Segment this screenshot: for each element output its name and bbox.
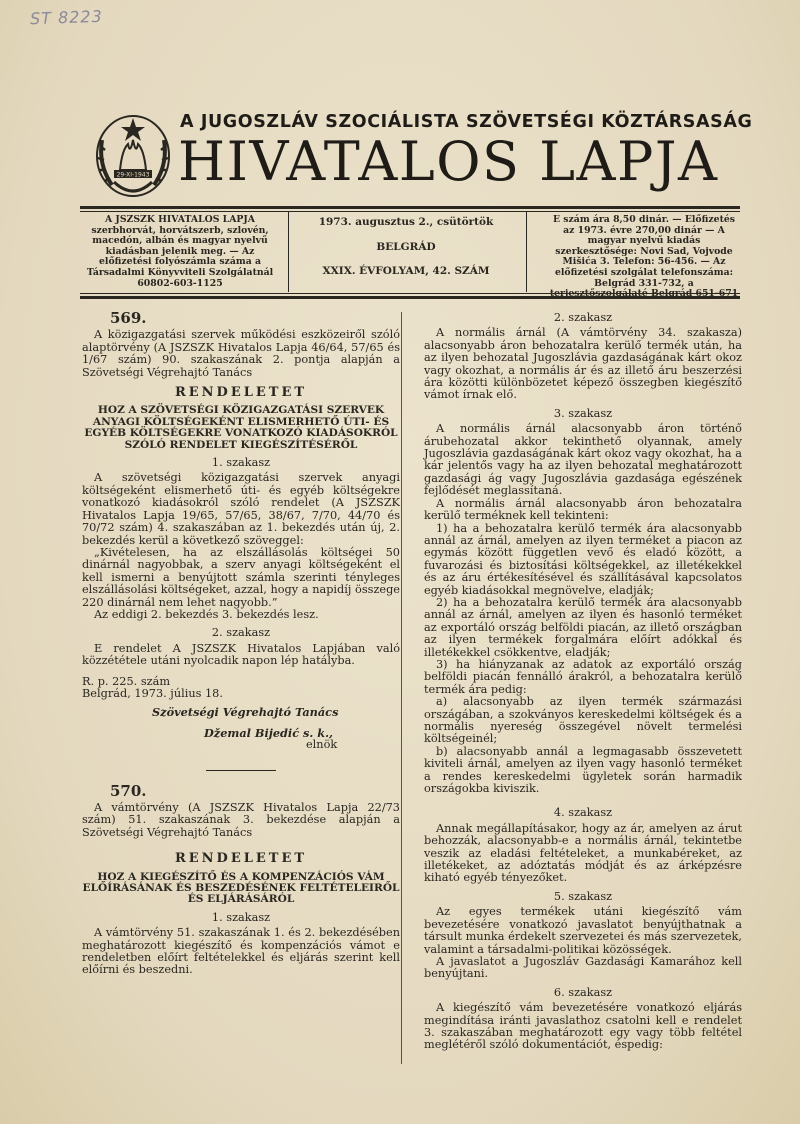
signing-council: Szövetségi Végrehajtó Tanács xyxy=(152,705,339,720)
paragraph: Annak megállapításakor, hogy az ár, amelyen az árut behozzák, alacsonyabb-e a normális árnál, tekintetbe veszik az eladási feltételeket, a munkabéreket, az illetékeket, az adóztatás módját és az árképzésre kiható egyéb tényezőket. xyxy=(424,821,742,885)
paragraph: „Kivételesen, ha az elszállásolás költségei 50 dinárnál nagyobbak, a szerv anyagi költségeként el kell ismerni a benyújtott számla szerinti tényleges elszállásolási költségeket, azzal, hogy a napidíj összege 220 dinárnál nem lehet nagyobb.” xyxy=(82,545,400,609)
section-heading: 1. szakasz xyxy=(211,910,271,924)
masthead-title: HIVATALOS LAPJA xyxy=(178,130,719,193)
paragraph: A normális árnál alacsonyabb áron történő árubehozatal akkor tekinthető olyannak, amely Jugoszlávia gazdaságának kárt okoz vagy okozhat, ha a kár jelentős vagy ha az ilyen behozatal meghatározott gazdasági ág vagy Jugoszlávia gazdasága egészének fejlődését meglassítaná. xyxy=(424,422,742,498)
right-column xyxy=(424,308,742,1052)
decree-570-intro: A vámtörvény (A JSZSZK Hivatalos Lapja 22/73 szám) 51. szakaszának 3. bekezdése alapján a Szövetségi Végrehajtó Tanács xyxy=(82,801,400,839)
signer-role: elnök xyxy=(306,738,338,752)
paragraph: A javaslatot a Jugoszláv Gazdasági Kamarához kell benyújtani. xyxy=(424,954,742,981)
left-column xyxy=(82,308,400,977)
list-item: b) alacsonyabb annál a legmagasabb összevetett kiviteli árnál, amelyen az ilyen vagy hasonló terméket a rendes kereskedelmi ügyletek során harmadik országokba kiviszik. xyxy=(424,744,742,796)
paragraph: E rendelet A JSZSZK Hivatalos Lapjában való közzététele utáni nyolcadik napon lép hatályba. xyxy=(82,641,400,668)
list-item: a) alacsonyabb az ilyen termék származási országában, a szokványos kereskedelmi költségek és a normális nyereség összegével növelt termelési költségeinél; xyxy=(424,695,742,746)
decree-569-title: HOZ A SZÖVETSÉGI KÖZIGAZGATÁSI SZERVEK ANYAGI KÖLTSÉGEKÉNT ELISMERHETŐ ÚTI- ÉS EGYÉB KÖLTSÉGEKRE VONATKOZÓ KIADÁSOKRÓL SZÓLÓ RENDELET KIEGÉSZÍTÉSÉRŐL xyxy=(84,404,398,451)
decree-569-heading: RENDELETET xyxy=(174,385,308,401)
separator-line xyxy=(206,770,276,771)
decree-number-569: 569. xyxy=(110,309,147,327)
issue-date: 1973. augusztus 2., csütörtök xyxy=(318,216,494,228)
section-heading: 5. szakasz xyxy=(553,889,613,903)
list-item: 1) ha a behozatalra kerülő termék ára alacsonyabb annál az árnál, amelyen az ilyen terméket a piacon az egymás között független vevő és eladó között, a fuvarozási és biztosítási költségekkel, az illetékekkel és az áru értékesítésével és szállításával kapcsolatos egyéb kiadásokkal megnövelve, eladják; xyxy=(424,521,742,597)
reference-number: R. p. 225. szám xyxy=(82,674,171,688)
paragraph: Az egyes termékek utáni kiegészítő vám bevezetésére vonatkozó javaslatot benyújthatnak a társult munka érdekelt szervezetei és más szervezetek, valamint a társadalmi-politikai közösségek. xyxy=(424,905,742,956)
section-heading: 6. szakasz xyxy=(553,985,613,999)
decree-number-570: 570. xyxy=(110,781,147,800)
masthead-rule-bottom xyxy=(80,296,740,299)
paragraph: A normális árnál alacsonyabb áron behozatalra kerülő terméknek kell tekinteni: xyxy=(424,496,742,523)
header-divider-right xyxy=(526,212,527,292)
price-info: E szám ára 8,50 dinár. — Előfizetés az 1973. évre 270,00 dinár — A magyar nyelvű kiadás szerkesztősége: Novi Sad, Vojvode Mišića 3. Telefon: 56-456. — Az előfizetési szolgálat telefonszáma: Belgrád 331-732, a xyxy=(552,214,736,289)
issue-info xyxy=(296,215,516,295)
paragraph: A szövetségi közigazgatási szervek anyagi költségeként elismerhető úti- és egyéb költségekre vonatkozó kiadásokról szóló rendelet (A JSZSZK Hivatalos Lapja 19/65, 57/65, 38/67, 7/70, 44/70 és 70/72 szám) 4. szakaszában az 1. bekezdés után új, 2. bekezdés kerül a következő szöveggel: xyxy=(82,471,400,547)
section-heading: 4. szakasz xyxy=(553,806,613,820)
list-item: 2) ha a behozatalra kerülő termék ára alacsonyabb annál az árnál, amelyen az ilyen és hasonló terméket az exportáló ország belföldi piacán, az illető országban az ilyen termékek forgalmára előírt adókkal és illetékekkel csökkentve, eladják; xyxy=(424,595,742,659)
issue-volume: XXIX. ÉVFOLYAM, 42. SZÁM xyxy=(322,265,490,278)
paragraph: Az eddigi 2. bekezdés 3. bekezdés lesz. xyxy=(94,607,319,621)
decree-570-heading: RENDELETET xyxy=(174,851,308,867)
column-divider xyxy=(401,312,402,1064)
issue-place: BELGRÁD xyxy=(376,240,436,253)
section-heading: 2. szakasz xyxy=(211,626,271,640)
decree-date: Belgrád, 1973. július 18. xyxy=(82,686,223,700)
decree-570-title: HOZ A KIEGÉSZÍTŐ ÉS A KOMPENZÁCIÓS VÁM ELŐÍRÁSÁNAK ÉS BESZEDÉSÉNEK FELTÉTELEIRŐL ÉS ELJÁRÁSÁRÓL xyxy=(82,870,400,906)
publication-info: A JSZSZK HIVATALOS LAPJA szerbhorvát, horvátszerb, szlovén, macedón, albán és magyar nyelvű kiadásban jelenik meg. — Az előfizetési folyószámla száma a Társadalmi Könyvviteli Szolgálatnál 60802-603-1125 xyxy=(86,214,274,289)
archive-stamp: ST 8223 xyxy=(29,6,104,29)
signer-name: Džemal Bijedić s. k., xyxy=(204,725,333,740)
masthead-supertitle: A JUGOSZLÁV SZOCIÁLISTA SZÖVETSÉGI KÖZTÁRSASÁG xyxy=(180,112,753,132)
list-item: 3) ha hiányzanak az adatok az exportáló ország belföldi piacán fennálló árakról, a behozatalra kerülő termék ára pedig: xyxy=(424,657,742,696)
paragraph: A kiegészítő vám bevezetésére vonatkozó eljárás megindítása iránti javaslathoz csatolni kell e rendelet 3. szakaszában meghatározott egy vagy több feltétel meglétéről szóló dokumentációt, éspedig: xyxy=(424,1001,742,1052)
section-heading: 2. szakasz xyxy=(553,311,613,324)
section-heading: 1. szakasz xyxy=(211,456,271,470)
state-emblem-icon xyxy=(92,110,174,206)
emblem-date: 29-XI-1943 xyxy=(116,171,150,179)
section-heading: 3. szakasz xyxy=(553,406,613,420)
masthead-rule-bottom-thin xyxy=(80,293,740,294)
paragraph: A vámtörvény 51. szakaszának 1. és 2. bekezdésében meghatározott kiegészítő és kompenzációs vámot e rendeletben előírt feltételekkel és eljárás szerint kell előírni és beszedni. xyxy=(82,926,400,977)
masthead-rule-top-thin xyxy=(80,211,740,212)
masthead-rule-top xyxy=(80,206,740,209)
decree-569-intro: A közigazgatási szervek működési eszközeiről szóló alaptörvény (A JSZSZK Hivatalos Lapja 46/64, 57/65 és 1/67 szám) 90. szakaszának 2. pontja alapján a Szövetségi Végrehajtó Tanács xyxy=(82,328,400,379)
header-divider-left xyxy=(288,212,289,292)
paragraph: A normális árnál (A vámtörvény 34. szakasza) alacsonyabb áron behozatalra kerülő termék után, ha az ilyen behozatal Jugoszlávia gazdaságának kárt okoz vagy okozhat, a normális ár és az illető áru beszerzési ára közötti különbözetet képező összegben kiegészítő vámot írnak elő. xyxy=(424,326,742,402)
